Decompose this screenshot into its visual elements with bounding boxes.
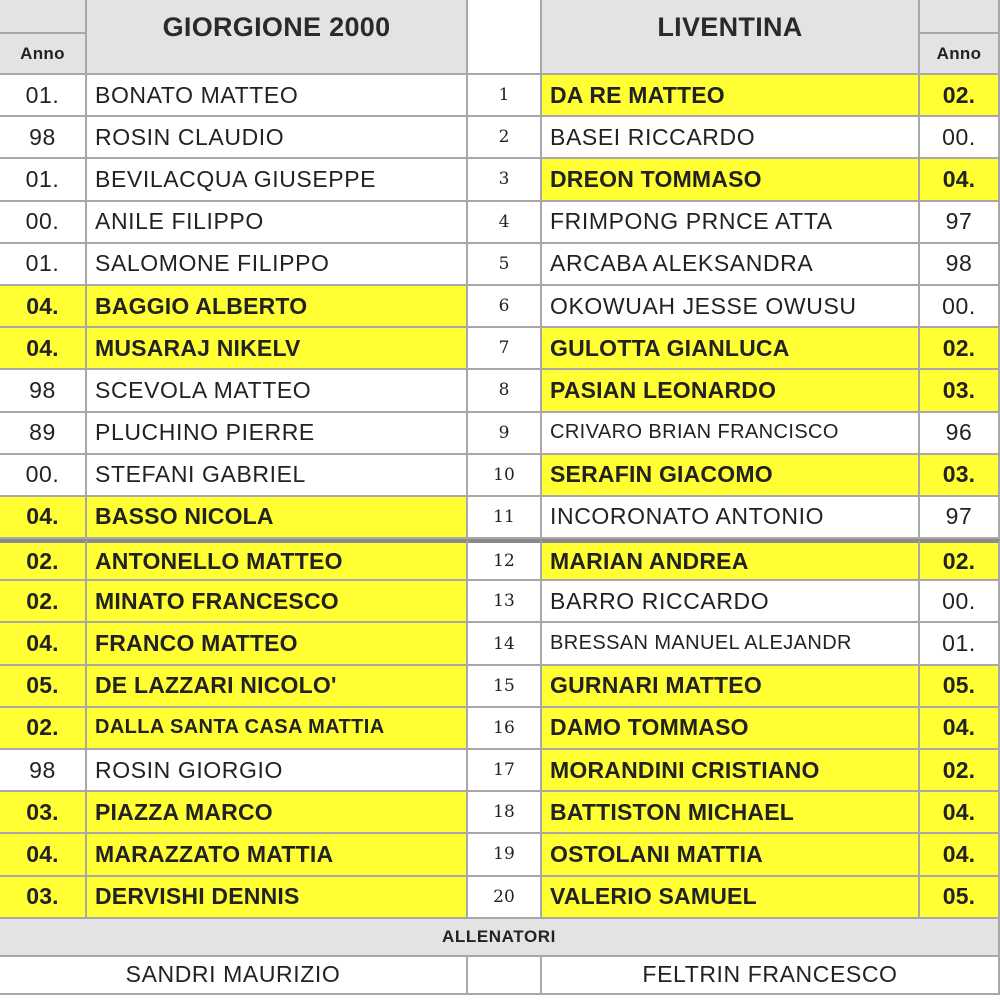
home-player-name: PIAZZA MARCO	[87, 792, 468, 834]
shirt-number: 16	[468, 708, 542, 750]
away-player-name: BARRO RICCARDO	[542, 581, 920, 623]
home-year-cell: 01.	[0, 75, 87, 117]
home-year-cell: 02.	[0, 581, 87, 623]
away-player-name: OKOWUAH JESSE OWUSU	[542, 286, 920, 328]
away-year-cell: 03.	[920, 455, 1000, 497]
home-player-name: PLUCHINO PIERRE	[87, 413, 468, 455]
home-year-cell: 03.	[0, 792, 87, 834]
away-player-name: GULOTTA GIANLUCA	[542, 328, 920, 370]
number-column-header	[468, 0, 542, 75]
away-year-cell: 04.	[920, 708, 1000, 750]
shirt-number: 7	[468, 328, 542, 370]
away-year-cell: 03.	[920, 370, 1000, 412]
home-year-cell: 05.	[0, 666, 87, 708]
away-player-name: OSTOLANI MATTIA	[542, 834, 920, 876]
away-team-title: LIVENTINA	[542, 0, 920, 75]
away-year-cell: 02.	[920, 328, 1000, 370]
away-year-cell: 00.	[920, 117, 1000, 159]
home-player-name: DERVISHI DENNIS	[87, 877, 468, 919]
home-year-cell: 04.	[0, 623, 87, 665]
home-year-cell: 02.	[0, 708, 87, 750]
away-player-name: BASEI RICCARDO	[542, 117, 920, 159]
away-year-cell: 97	[920, 497, 1000, 539]
shirt-number: 3	[468, 159, 542, 201]
away-player-name: DREON TOMMASO	[542, 159, 920, 201]
home-year-cell: 02.	[0, 539, 87, 581]
shirt-number: 11	[468, 497, 542, 539]
away-year-label: Anno	[936, 43, 982, 63]
shirt-number: 13	[468, 581, 542, 623]
home-year-cell: 00.	[0, 202, 87, 244]
home-team-title: GIORGIONE 2000	[87, 0, 468, 75]
home-player-name: MUSARAJ NIKELV	[87, 328, 468, 370]
home-year-cell: 98	[0, 750, 87, 792]
shirt-number: 18	[468, 792, 542, 834]
away-year-cell: 97	[920, 202, 1000, 244]
home-year-cell: 98	[0, 117, 87, 159]
away-year-cell: 05.	[920, 877, 1000, 919]
home-player-name: ANTONELLO MATTEO	[87, 539, 468, 581]
shirt-number: 15	[468, 666, 542, 708]
away-player-name: VALERIO SAMUEL	[542, 877, 920, 919]
away-year-cell: 04.	[920, 792, 1000, 834]
home-coach: SANDRI MAURIZIO	[0, 957, 468, 995]
coach-gap-cell	[468, 957, 542, 995]
shirt-number: 4	[468, 202, 542, 244]
shirt-number: 20	[468, 877, 542, 919]
home-year-cell: 04.	[0, 286, 87, 328]
away-year-cell: 04.	[920, 834, 1000, 876]
home-year-cell: 89	[0, 413, 87, 455]
away-year-header	[920, 0, 1000, 75]
home-player-name: BAGGIO ALBERTO	[87, 286, 468, 328]
away-year-cell: 02.	[920, 750, 1000, 792]
home-year-cell: 04.	[0, 328, 87, 370]
shirt-number: 2	[468, 117, 542, 159]
home-year-label: Anno	[20, 43, 65, 63]
away-player-name: BATTISTON MICHAEL	[542, 792, 920, 834]
shirt-number: 8	[468, 370, 542, 412]
shirt-number: 12	[468, 539, 542, 581]
away-player-name: FRIMPONG PRNCE ATTA	[542, 202, 920, 244]
away-player-name: INCORONATO ANTONIO	[542, 497, 920, 539]
home-year-cell: 04.	[0, 834, 87, 876]
shirt-number: 9	[468, 413, 542, 455]
away-year-cell: 00.	[920, 286, 1000, 328]
shirt-number: 5	[468, 244, 542, 286]
home-player-name: BEVILACQUA GIUSEPPE	[87, 159, 468, 201]
home-player-name: STEFANI GABRIEL	[87, 455, 468, 497]
home-player-name: MARAZZATO MATTIA	[87, 834, 468, 876]
away-player-name: PASIAN LEONARDO	[542, 370, 920, 412]
home-player-name: DE LAZZARI NICOLO'	[87, 666, 468, 708]
away-year-cell: 04.	[920, 159, 1000, 201]
shirt-number: 1	[468, 75, 542, 117]
home-player-name: ROSIN GIORGIO	[87, 750, 468, 792]
away-player-name: MORANDINI CRISTIANO	[542, 750, 920, 792]
away-player-name: BRESSAN MANUEL ALEJANDR	[542, 623, 920, 665]
away-year-cell: 02.	[920, 539, 1000, 581]
home-player-name: FRANCO MATTEO	[87, 623, 468, 665]
away-year-cell: 98	[920, 244, 1000, 286]
home-year-cell: 00.	[0, 455, 87, 497]
away-year-cell: 96	[920, 413, 1000, 455]
home-player-name: ROSIN CLAUDIO	[87, 117, 468, 159]
away-player-name: GURNARI MATTEO	[542, 666, 920, 708]
home-year-cell: 01.	[0, 244, 87, 286]
away-year-cell: 01.	[920, 623, 1000, 665]
away-year-cell: 00.	[920, 581, 1000, 623]
home-player-name: DALLA SANTA CASA MATTIA	[87, 708, 468, 750]
coaches-title: ALLENATORI	[0, 919, 1000, 957]
home-player-name: BASSO NICOLA	[87, 497, 468, 539]
home-player-name: SCEVOLA MATTEO	[87, 370, 468, 412]
home-year-cell: 01.	[0, 159, 87, 201]
shirt-number: 6	[468, 286, 542, 328]
home-player-name: SALOMONE FILIPPO	[87, 244, 468, 286]
away-player-name: CRIVARO BRIAN FRANCISCO	[542, 413, 920, 455]
shirt-number: 14	[468, 623, 542, 665]
home-year-header	[0, 0, 87, 75]
away-coach: FELTRIN FRANCESCO	[542, 957, 1000, 995]
home-year-cell: 04.	[0, 497, 87, 539]
home-year-cell: 03.	[0, 877, 87, 919]
home-year-cell: 98	[0, 370, 87, 412]
home-player-name: BONATO MATTEO	[87, 75, 468, 117]
shirt-number: 19	[468, 834, 542, 876]
shirt-number: 10	[468, 455, 542, 497]
away-year-cell: 02.	[920, 75, 1000, 117]
away-year-cell: 05.	[920, 666, 1000, 708]
away-player-name: ARCABA ALEKSANDRA	[542, 244, 920, 286]
home-player-name: MINATO FRANCESCO	[87, 581, 468, 623]
away-player-name: SERAFIN GIACOMO	[542, 455, 920, 497]
away-player-name: MARIAN ANDREA	[542, 539, 920, 581]
home-player-name: ANILE FILIPPO	[87, 202, 468, 244]
away-player-name: DAMO TOMMASO	[542, 708, 920, 750]
shirt-number: 17	[468, 750, 542, 792]
away-player-name: DA RE MATTEO	[542, 75, 920, 117]
